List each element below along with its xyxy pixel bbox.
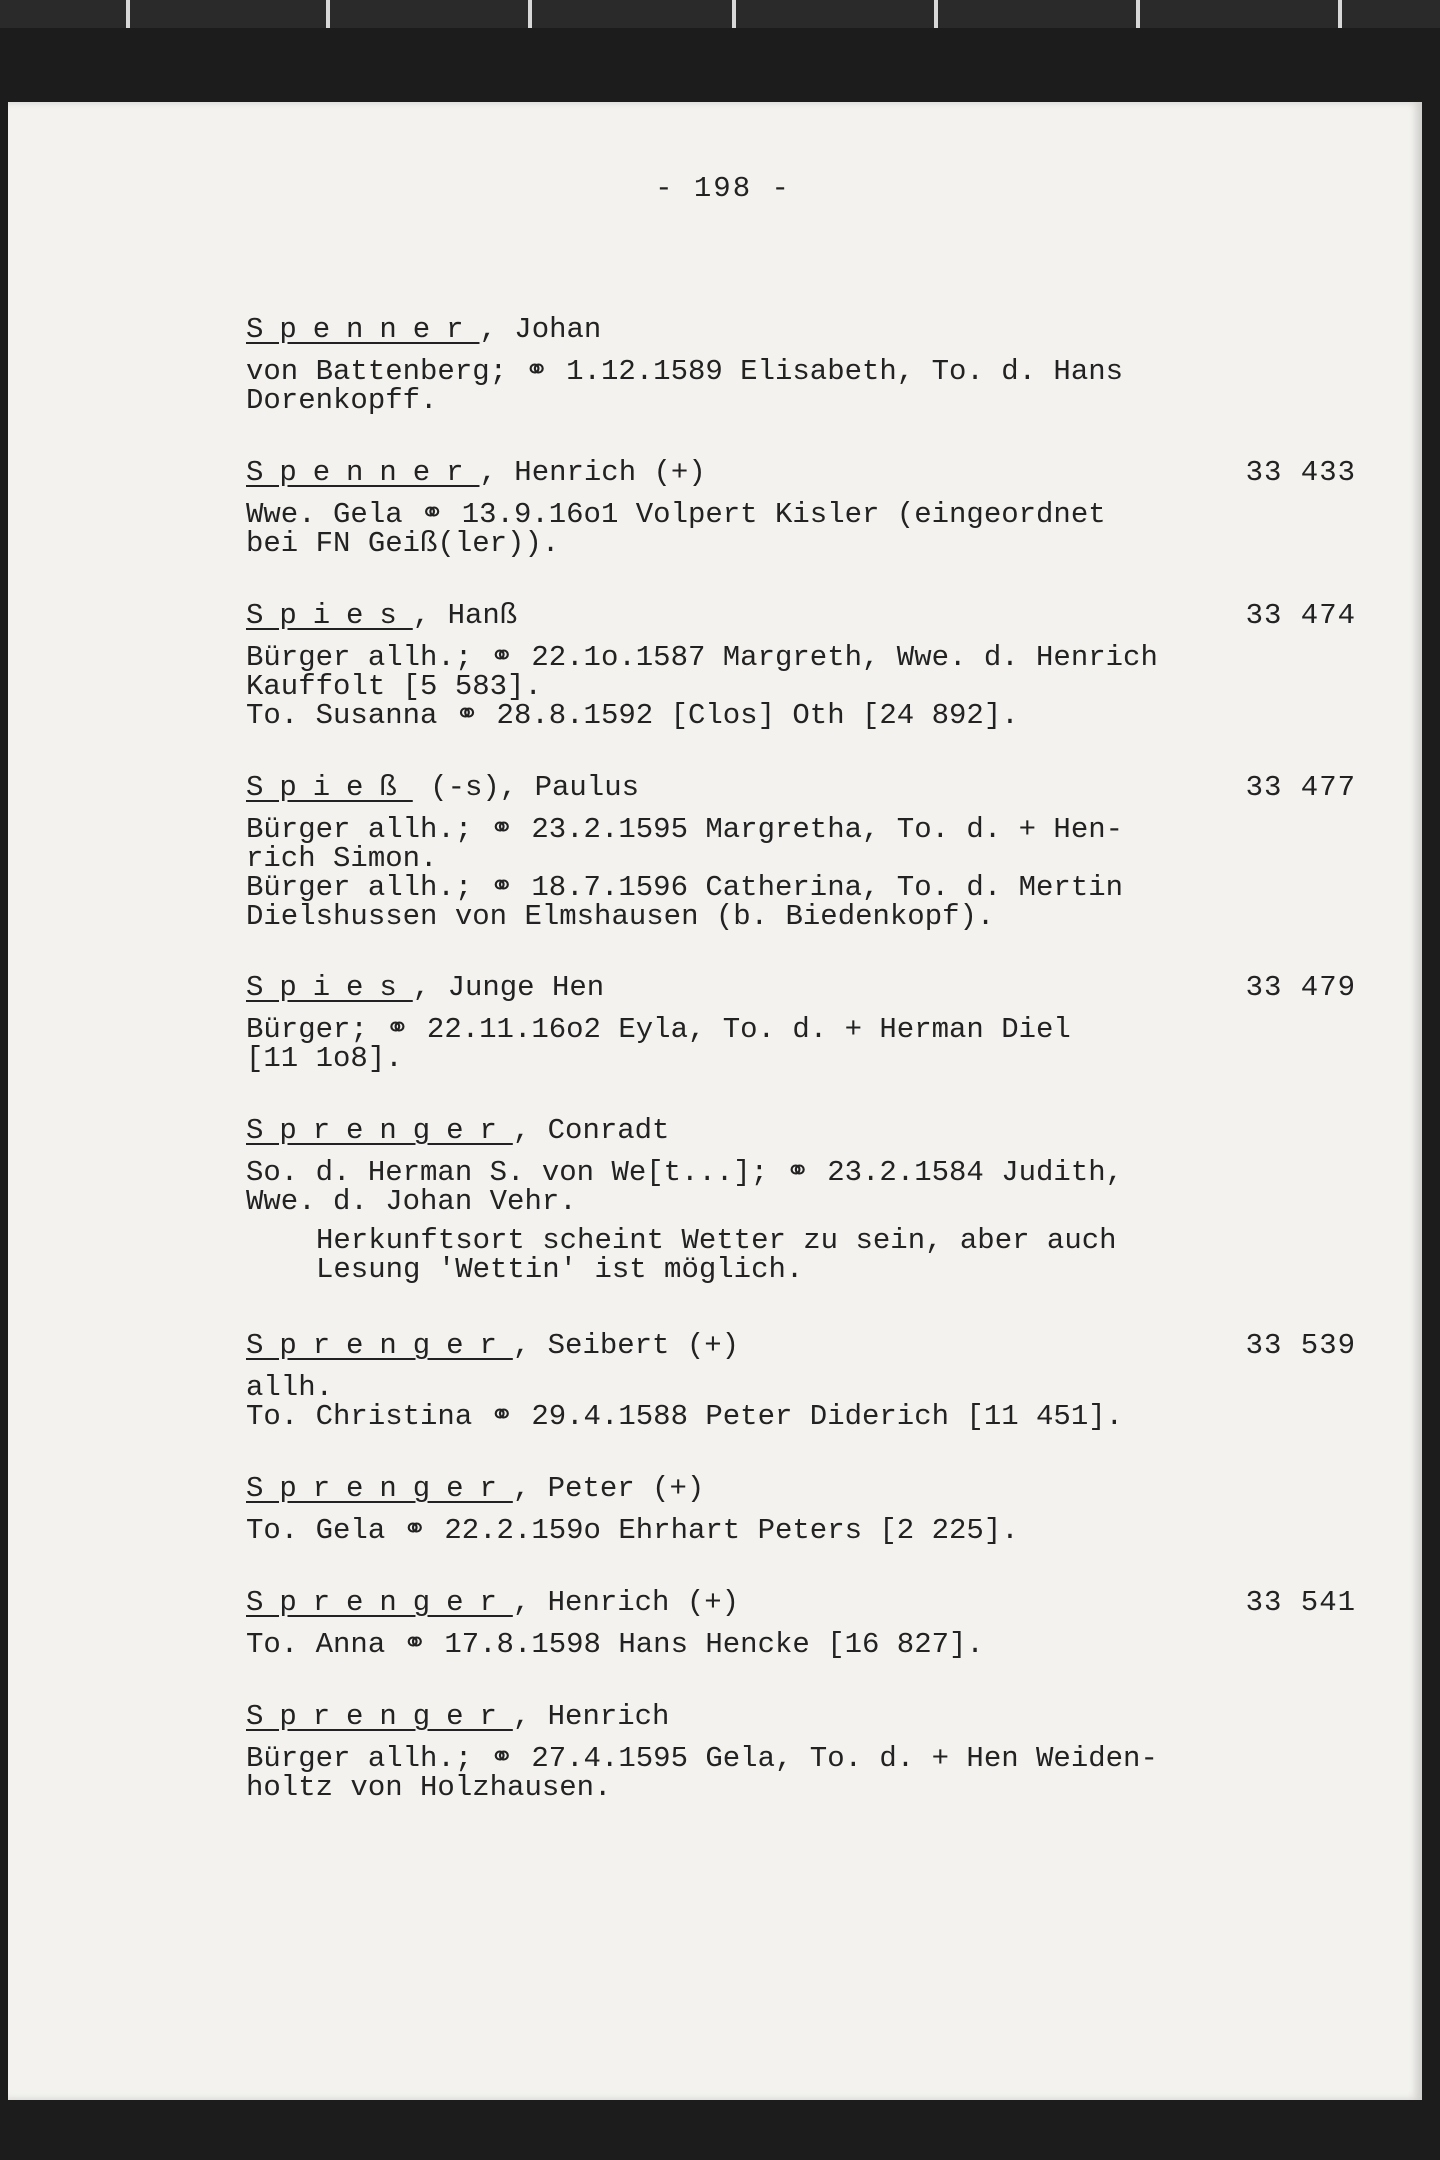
surname: Spies: [246, 971, 413, 1004]
entry-heading: [246, 315, 1356, 347]
surname: Sprenger: [246, 1472, 513, 1505]
record-number: 33 474: [1245, 599, 1356, 632]
entry: [246, 458, 1356, 558]
given-name: , Peter (+): [512, 1472, 705, 1505]
entry-note: Herkunftsort scheint Wetter zu sein, aber auch Lesung 'Wettin' ist möglich.: [316, 1224, 1117, 1286]
film-mark: [528, 0, 532, 28]
entry-text: allh. To. Christina ⚭ 29.4.1588 Peter Diderich [11 451].: [246, 1371, 1124, 1433]
entry: [246, 1116, 1356, 1284]
entry: [246, 315, 1356, 415]
surname: Spieß: [246, 771, 413, 804]
surname: Spies: [246, 599, 413, 632]
given-name: , Hanß: [412, 599, 518, 632]
entry-text: Bürger allh.; ⚭ 22.1o.1587 Margreth, Wwe. d. Henrich Kauffolt [5 583]. To. Susanna ⚭ 28.8.1592 [Clos] Oth [24 892].: [246, 641, 1158, 732]
entry: [246, 773, 1356, 931]
given-name: , Junge Hen: [412, 971, 605, 1004]
entry-text: To. Anna ⚭ 17.8.1598 Hans Hencke [16 827].: [246, 1628, 984, 1661]
page-number: - 198 -: [655, 172, 791, 205]
entry-text: Bürger allh.; ⚭ 27.4.1595 Gela, To. d. + Hen Weiden- holtz von Holzhausen.: [246, 1742, 1158, 1804]
given-name: , Henrich (+): [512, 1586, 740, 1619]
entry-text: von Battenberg; ⚭ 1.12.1589 Elisabeth, To. d. Hans Dorenkopff.: [246, 355, 1124, 417]
record-number: 33 539: [1245, 1329, 1356, 1362]
entry: [246, 1474, 1356, 1545]
given-name: , Henrich: [512, 1700, 670, 1733]
entry-heading: [246, 1331, 1356, 1363]
film-mark: [326, 0, 330, 28]
entry-text: Wwe. Gela ⚭ 13.9.16o1 Volpert Kisler (eingeordnet bei FN Geiß(ler)).: [246, 498, 1106, 560]
entry: [246, 1588, 1356, 1659]
surname: Sprenger: [246, 1114, 513, 1147]
record-number: 33 479: [1245, 971, 1356, 1004]
film-mark: [732, 0, 736, 28]
entry-heading: [246, 1702, 1356, 1734]
entry-heading: [246, 1588, 1356, 1620]
given-name: , Henrich (+): [479, 456, 706, 489]
entry: [246, 601, 1356, 730]
given-name: (-s), Paulus: [412, 771, 640, 804]
film-mark: [1338, 0, 1342, 28]
entry-text: Bürger; ⚭ 22.11.16o2 Eyla, To. d. + Herman Diel [11 1o8].: [246, 1013, 1071, 1075]
entry-heading: [246, 601, 1356, 633]
document-page: [8, 102, 1422, 2100]
surname: Sprenger: [246, 1700, 513, 1733]
record-number: 33 433: [1245, 456, 1356, 489]
entry-text: Bürger allh.; ⚭ 23.2.1595 Margretha, To. d. + Hen- rich Simon. Bürger allh.; ⚭ 18.7.1596 Catherina, To. d. Mertin Dielshussen von Elmshausen (b. Biedenkopf).: [246, 813, 1124, 933]
entry-text: So. d. Herman S. von We[t...]; ⚭ 23.2.1584 Judith, Wwe. d. Johan Vehr.: [246, 1156, 1124, 1218]
given-name: , Conradt: [512, 1114, 670, 1147]
entry-heading: [246, 1116, 1356, 1148]
film-mark: [126, 0, 130, 28]
film-mark: [1136, 0, 1140, 28]
entry-text: To. Gela ⚭ 22.2.159o Ehrhart Peters [2 225].: [246, 1514, 1019, 1547]
entry: [246, 1331, 1356, 1431]
film-mark: [934, 0, 938, 28]
entry-heading: [246, 458, 1356, 490]
surname: Sprenger: [246, 1329, 513, 1362]
surname: Sprenger: [246, 1586, 513, 1619]
record-number: 33 541: [1245, 1586, 1356, 1619]
surname: Spenner: [246, 313, 480, 346]
given-name: , Johan: [479, 313, 602, 346]
surname: Spenner: [246, 456, 480, 489]
entry-heading: [246, 973, 1356, 1005]
entry-heading: [246, 773, 1356, 805]
given-name: , Seibert (+): [512, 1329, 740, 1362]
entry-heading: [246, 1474, 1356, 1506]
entry: [246, 1702, 1356, 1802]
record-number: 33 477: [1245, 771, 1356, 804]
entry: [246, 973, 1356, 1073]
film-strip: [0, 0, 1440, 28]
